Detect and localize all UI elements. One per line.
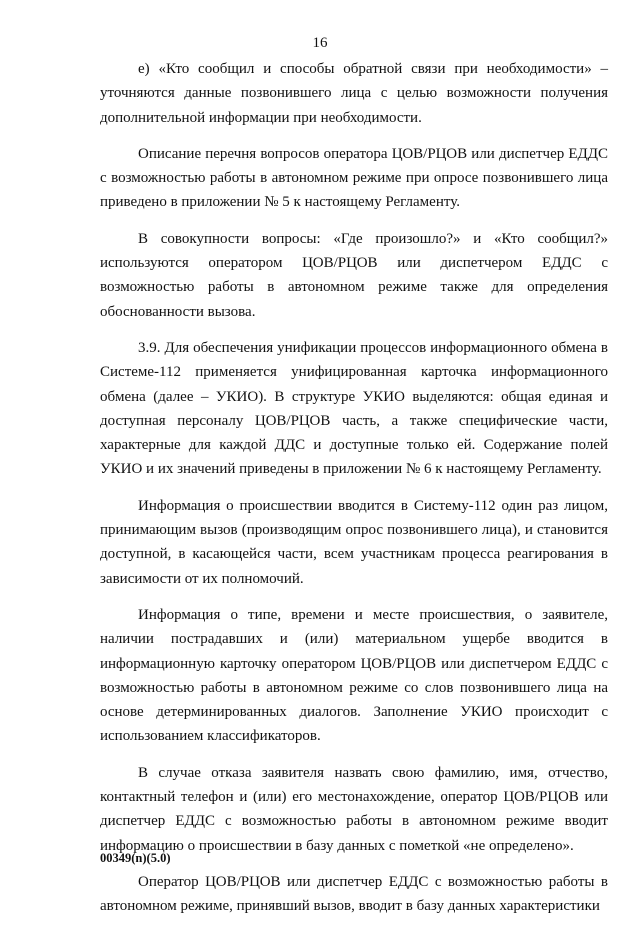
page-number: 16 bbox=[312, 35, 328, 51]
paragraph-1: е) «Кто сообщил и способы обратной связи при необходимости» – уточняются данные позвонившего лица с целью возможности получения дополнительной информации при необходимости. bbox=[100, 61, 608, 126]
paragraph-5: Информация о происшествии вводится в Систему-112 один раз лицом, принимающим вызов (производящим опрос позвонившего лица), и становится доступной, в касающейся части, всем участникам процесса реагирования в зависимости от их полномочий. bbox=[100, 497, 608, 587]
paragraph-4: 3.9. Для обеспечения унификации процессов информационного обмена в Системе-112 применяется унифицированная карточка информационного обмена (далее – УКИО). В структуре УКИО выделяются: общая единая и доступная персоналу ЦОВ/РЦОВ часть, а также специфические части, характерные для каждой ДДС и доступные только ей. Содержание полей УКИО и их значений приведены в приложении № 6 к настоящему Регламенту. bbox=[100, 339, 608, 478]
document-body bbox=[100, 57, 608, 931]
paragraph-7: В случае отказа заявителя назвать свою фамилию, имя, отчество, контактный телефон и (или) его местонахождение, оператор ЦОВ/РЦОВ или диспетчер ЕДДС с возможностью работы в автономном режиме вводит информацию о происшествии в базу данных с пометкой «не определено». bbox=[100, 764, 608, 854]
paragraph-2: Описание перечня вопросов оператора ЦОВ/РЦОВ или диспетчер ЕДДС с возможностью работы в автономном режиме при опросе позвонившего лица приведено в приложении № 5 к настоящему Регламенту. bbox=[100, 145, 608, 211]
paragraph-3: В совокупности вопросы: «Где произошло?» и «Кто сообщил?» используются оператором ЦОВ/РЦОВ или диспетчером ЕДДС с возможностью работы в автономном режиме также для определения обоснованности вызова. bbox=[100, 230, 608, 320]
document-code: 00349(n)(5.0) bbox=[100, 851, 171, 865]
paragraph-8: Оператор ЦОВ/РЦОВ или диспетчер ЕДДС с возможностью работы в автономном режиме, принявший вызов, вводит в базу данных характеристики bbox=[100, 873, 608, 915]
paragraph-6: Информация о типе, времени и месте происшествия, о заявителе, наличии пострадавших и (или) материальном ущербе вводится в информационную карточку оператором ЦОВ/РЦОВ или диспетчером ЕДДС с возможностью работы в автономном режиме со слов позвонившего лица на основе детерминированных диалогов. Заполнение УКИО происходит с использованием классификаторов. bbox=[100, 606, 608, 745]
